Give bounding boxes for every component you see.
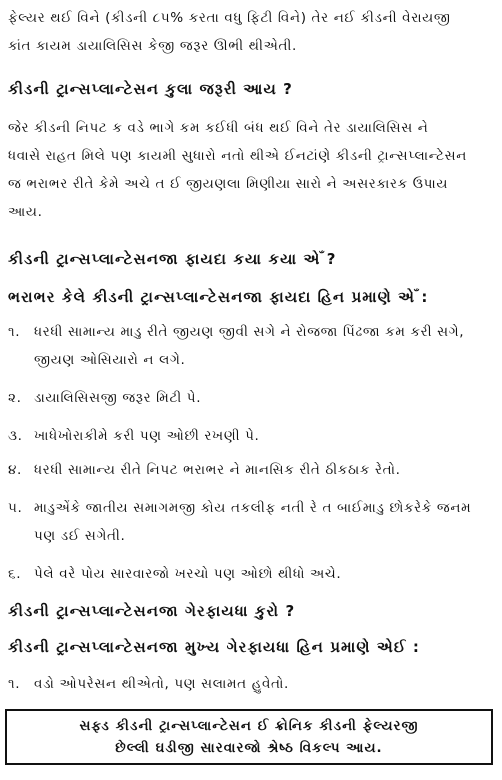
text-line: ધરધી સામાન્ય રીતે નિપટ ભરાભર ને માનસિક રીતે ઠીકઠાક રેતો.: [34, 462, 401, 478]
item-number: ૪.: [8, 462, 22, 478]
section-subheading: કીડની ટ્રાન્સપ્લાન્ટેસનજા મુખ્ય ગેરફાયધા હિન પ્રમાણે એઈ :: [8, 638, 420, 656]
list-item: [8, 494, 494, 550]
text-line: આય.: [8, 204, 43, 220]
text-line: પેલે વરે પોય સારવારજો ખરચો પણ ઓછો થીધો અચે.: [34, 566, 342, 582]
item-number: ૫.: [8, 500, 23, 516]
text-line: ધવાસે રાહત મિલે પણ કાયમી સુધારો નતો થીએ ઈનટાંણે કીડની ટ્રાન્સપ્લાન્ટેસન: [8, 148, 467, 164]
section-heading: કીડની ટ્રાન્સપ્લાન્ટેસનજા ગેરફાયધા કુરો ?: [8, 602, 296, 620]
item-number: ૧.: [8, 676, 21, 692]
list-item: [8, 670, 494, 698]
intro-paragraph: [8, 4, 494, 60]
conclusion-box: [5, 709, 493, 765]
list-item: [8, 456, 494, 484]
item-text: [34, 560, 341, 588]
item-text: [34, 456, 401, 484]
item-text: [34, 494, 471, 550]
item-number: ૬.: [8, 566, 22, 582]
text-line: ડાયાલિસિસજી જરૂર મિટી પે.: [34, 390, 202, 406]
text-line: ફેલ્યર થઈ વિને (કીડની ૮૫% કરતા વધુ ફિટી વિને) તેર નઈ કીડની વેરાયજી: [8, 10, 451, 26]
text-line: પણ ડઈ સગેતી.: [34, 528, 126, 544]
text-line: ધરધી સામાન્ય માડુ રીતે જીયણ જીવી સગે ને રોજજા પિંઢજા કમ કરી સગે,: [34, 324, 465, 340]
item-text: [34, 670, 289, 698]
item-number: ૨.: [8, 390, 22, 406]
section-heading: કીડની ટ્રાન્સપ્લાન્ટેસન કુલા જરૂરી આય ?: [8, 80, 293, 98]
item-text: [34, 422, 259, 450]
text-line: માડુએંકે જાતીય સમાગમજી કોય તકલીફ નતી રે ત બાઈમાડુ છોકરેકે જનમ: [34, 500, 472, 516]
list-item: [8, 560, 494, 588]
conclusion-line: છેલ્લી ઘડીજી સારવારજો શ્રેષ્ઠ વિકલ્પ આય.: [115, 741, 383, 756]
list-item: [8, 318, 494, 374]
text-line: જીયણ ઓસિયારો ન લગે.: [34, 352, 186, 368]
text-line: ખાધેખોરાકીમે કરી પણ ઓછી રખણી પે.: [34, 428, 260, 444]
text-line: કાંત કાયમ ડાયાલિસિસ કેજી જરૂર ઊભી થીએતી.: [8, 38, 297, 54]
item-number: ૧.: [8, 324, 21, 340]
text-line: જેર કીડની નિપટ ક વડે ભાગે કમ કઈધી બંધ થઈ વિને તેર ડાયાલિસિસ ને: [8, 120, 429, 136]
text-line: વડો ઓપરેસન થીએતો, પણ સલામત હુવેતો.: [34, 676, 289, 692]
list-item: [8, 422, 494, 450]
section-heading: કીડની ટ્રાન્સપ્લાન્ટેસનજા ફાયદા કયા કયા એઁ ?: [8, 250, 337, 268]
conclusion-line: સફ્ડ કીડની ટ્રાન્સપ્લાન્ટેસન ઈ ક્રોનિક કીડની ફેલ્યરજી: [79, 719, 419, 734]
section-subheading: ભરાભર કેલે કીડની ટ્રાન્સપ્લાન્ટેસનજા ફાયદા હિન પ્રમાણે એઁ :: [8, 288, 429, 306]
item-number: ૩.: [8, 428, 23, 444]
item-text: [34, 384, 201, 412]
text-line: જ ભરાભર રીતે કેમે અચે ત ઈ જીયણલા મિણીયા સારો ને અસરકારક ઉપાય: [8, 176, 449, 192]
list-item: [8, 384, 494, 412]
item-text: [34, 318, 464, 374]
section-paragraph: [8, 114, 494, 226]
